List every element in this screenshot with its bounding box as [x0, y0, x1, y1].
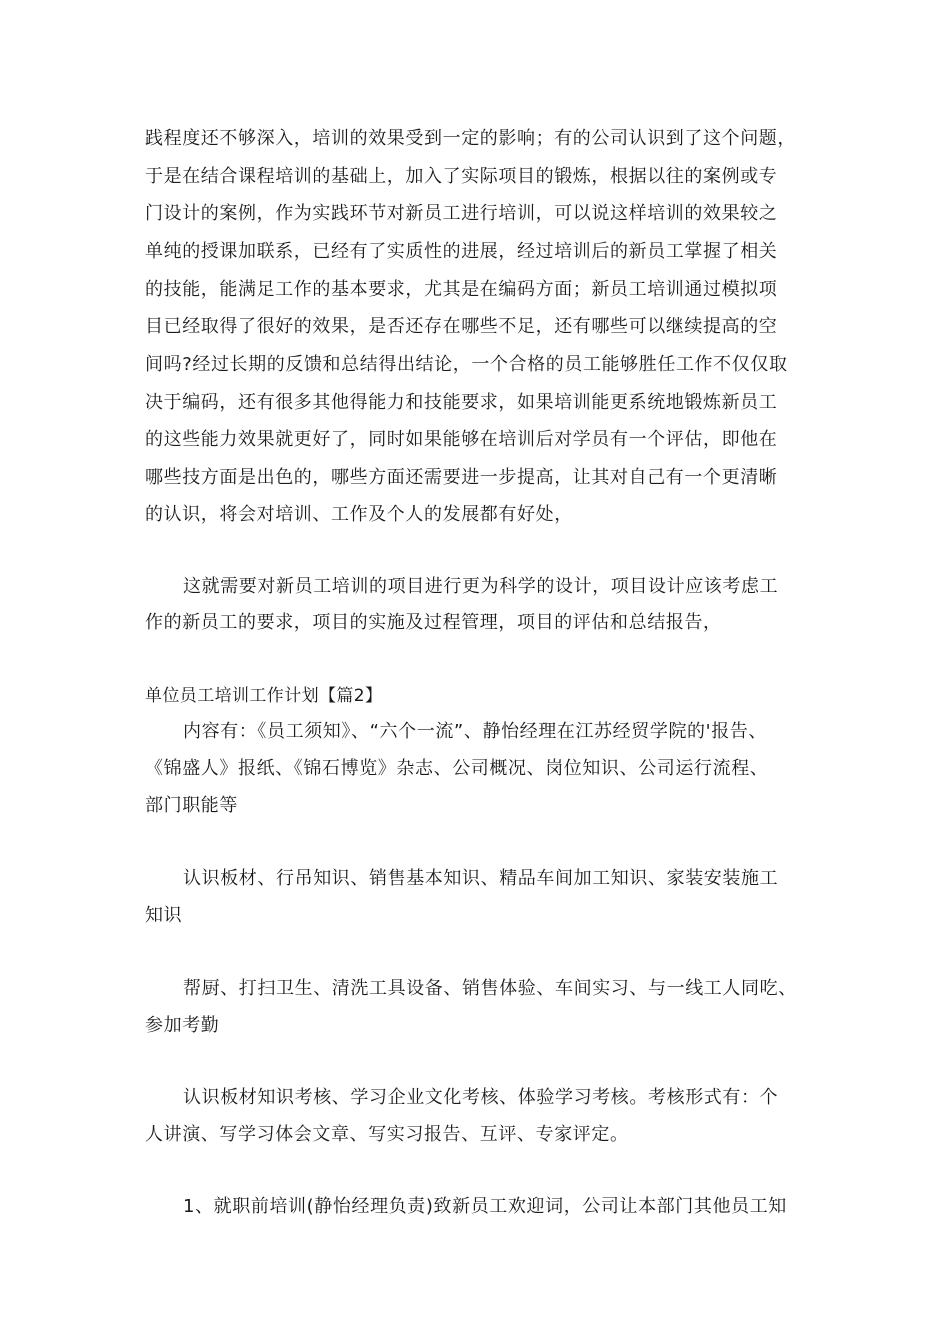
text-line: 参加考勤: [145, 1015, 220, 1036]
text-line: 这就需要对新员工培训的项目进行更为科学的设计，项目设计应该考虑工: [183, 576, 779, 597]
text-line: 内容有：《员工须知》、“六个一流”、静怡经理在江苏经贸学院的'报告、: [183, 721, 767, 742]
text-line: 1、就职前培训(静怡经理负责)致新员工欢迎词，公司让本部门其他员工知: [183, 1196, 787, 1217]
text-line: 哪些技方面是出色的，哪些方面还需要进一步提高，让其对自己有一个更清晰: [145, 467, 778, 488]
text-line: 的技能，能满足工作的基本要求，尤其是在编码方面；新员工培训通过模拟项: [145, 279, 778, 300]
text-line: 决于编码，还有很多其他得能力和技能要求，如果培训能更系统地锻炼新员工: [145, 392, 778, 413]
text-line: 间吗?经过长期的反馈和总结得出结论，一个合格的员工能够胜任工作不仅仅取: [145, 354, 788, 375]
text-line: 单纯的授课加联系，已经有了实质性的进展，经过培训后的新员工掌握了相关: [145, 241, 778, 262]
text-line: 作的新员工的要求，项目的实施及过程管理，项目的评估和总结报告，: [145, 612, 722, 633]
text-line: 的认识，将会对培训、工作及个人的发展都有好处，: [145, 504, 573, 525]
text-line: 的这些能力效果就更好了，同时如果能够在培训后对学员有一个评估，即他在: [145, 429, 778, 450]
text-line: 目已经取得了很好的效果，是否还存在哪些不足，还有哪些可以继续提高的空: [145, 316, 778, 337]
text-line: 部门职能等: [145, 795, 238, 816]
text-line: 帮厨、打扫卫生、清洗工具设备、销售体验、车间实习、与一线工人同吃、: [183, 978, 797, 999]
text-line: 人讲演、写学习体会文章、写实习报告、互评、专家评定。: [145, 1124, 629, 1145]
text-line: 《锦盛人》报纸、《锦石博览》杂志、公司概况、岗位知识、公司运行流程、: [145, 758, 769, 779]
section-title: 单位员工培训工作计划【篇2】: [145, 686, 383, 706]
text-line: 认识板材知识考核、学习企业文化考核、体验学习考核。考核形式有：个: [183, 1087, 779, 1108]
text-line: 践程度还不够深入，培训的效果受到一定的影响；有的公司认识到了这个问题，: [145, 128, 796, 149]
text-line: 知识: [145, 905, 183, 926]
text-line: 认识板材、行吊知识、销售基本知识、精品车间加工知识、家装安装施工: [183, 868, 779, 889]
text-line: 于是在结合课程培训的基础上，加入了实际项目的锻炼，根据以往的案例或专: [145, 166, 778, 187]
text-line: 门设计的案例，作为实践环节对新员工进行培训，可以说这样培训的效果较之: [145, 203, 778, 224]
